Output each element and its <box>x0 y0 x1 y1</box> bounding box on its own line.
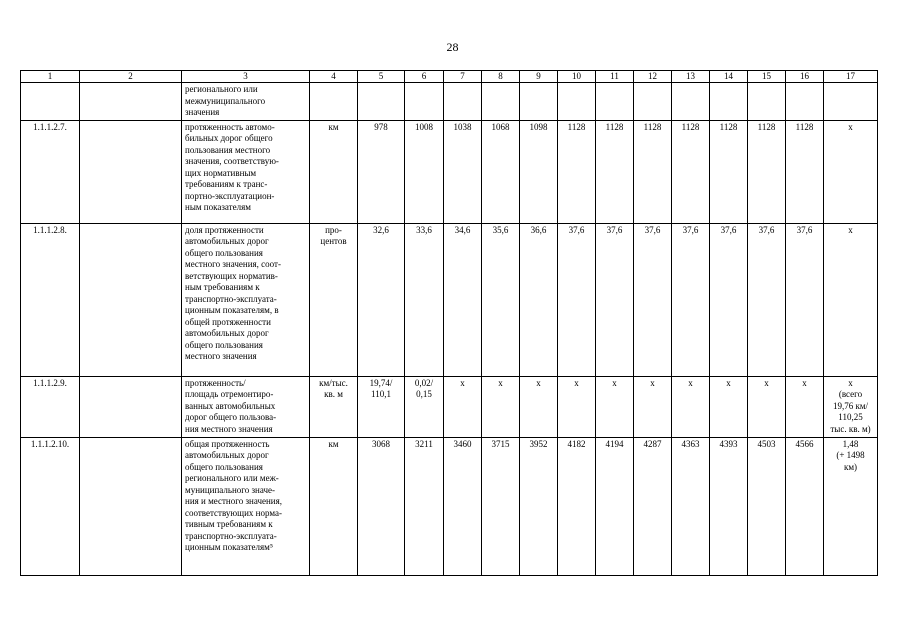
row-value: 1038 <box>444 120 482 223</box>
row-value: 1128 <box>596 120 634 223</box>
table-row <box>21 83 878 121</box>
row-code: 1.1.1.2.9. <box>21 376 80 437</box>
header-cell: 16 <box>786 71 824 83</box>
row-value: 1128 <box>748 120 786 223</box>
row-value <box>634 83 672 121</box>
row-value: х <box>748 376 786 437</box>
row-value: 4363 <box>672 437 710 575</box>
row-value: 4566 <box>786 437 824 575</box>
row-value <box>520 83 558 121</box>
header-cell: 2 <box>80 71 182 83</box>
row-value: 4194 <box>596 437 634 575</box>
header-cell: 4 <box>310 71 358 83</box>
row-value: 37,6 <box>634 223 672 376</box>
row-value: 32,6 <box>358 223 405 376</box>
row-value: 1128 <box>672 120 710 223</box>
row-value <box>358 83 405 121</box>
row-value: 36,6 <box>520 223 558 376</box>
indicator-table <box>20 70 878 576</box>
row-value <box>748 83 786 121</box>
row-value <box>786 83 824 121</box>
row-unit: км <box>310 437 358 575</box>
row-code <box>21 83 80 121</box>
row-value: 37,6 <box>596 223 634 376</box>
row-value: 37,6 <box>748 223 786 376</box>
row-col17: х <box>824 223 878 376</box>
row-value <box>444 83 482 121</box>
row-value: 37,6 <box>672 223 710 376</box>
row-value: 978 <box>358 120 405 223</box>
row-value: 3952 <box>520 437 558 575</box>
row-col17: 1,48 (+ 1498 км) <box>824 437 878 575</box>
row-unit <box>310 83 358 121</box>
row-col17: х (всего 19,76 км/ 110,25 тыс. кв. м) <box>824 376 878 437</box>
page-number: 28 <box>446 40 459 54</box>
row-indicator-name: протяженность автомо- бильных дорог общего пользования местного значения, соответствую- щих нормативным требованиям к транс- портно-эксплуатацион- ным показателям <box>182 120 310 223</box>
header-cell: 5 <box>358 71 405 83</box>
row-value: 0,02/ 0,15 <box>405 376 444 437</box>
header-cell: 1 <box>21 71 80 83</box>
row-value: х <box>520 376 558 437</box>
row-code: 1.1.1.2.8. <box>21 223 80 376</box>
header-cell: 11 <box>596 71 634 83</box>
row-value: 1128 <box>710 120 748 223</box>
row-value: 4182 <box>558 437 596 575</box>
row-col2 <box>80 223 182 376</box>
row-value: 3211 <box>405 437 444 575</box>
row-value: 1128 <box>558 120 596 223</box>
row-unit: км <box>310 120 358 223</box>
row-code: 1.1.1.2.7. <box>21 120 80 223</box>
row-value <box>482 83 520 121</box>
header-cell: 10 <box>558 71 596 83</box>
row-value <box>558 83 596 121</box>
header-cell: 12 <box>634 71 672 83</box>
row-col2 <box>80 376 182 437</box>
header-cell: 15 <box>748 71 786 83</box>
row-value: х <box>444 376 482 437</box>
row-value: х <box>634 376 672 437</box>
header-cell: 14 <box>710 71 748 83</box>
row-value: 34,6 <box>444 223 482 376</box>
row-value: 4503 <box>748 437 786 575</box>
row-value: 37,6 <box>710 223 748 376</box>
table-row <box>21 376 878 437</box>
row-value: 35,6 <box>482 223 520 376</box>
row-value: 1128 <box>786 120 824 223</box>
row-value: х <box>672 376 710 437</box>
row-indicator-name: протяженность/ площадь отремонтиро- ванных автомобильных дорог общего пользова- ния местного значения <box>182 376 310 437</box>
row-code: 1.1.1.2.10. <box>21 437 80 575</box>
header-cell: 6 <box>405 71 444 83</box>
row-unit: км/тыс. кв. м <box>310 376 358 437</box>
row-value: 1098 <box>520 120 558 223</box>
header-cell: 8 <box>482 71 520 83</box>
row-value: 1068 <box>482 120 520 223</box>
header-row <box>21 71 878 83</box>
row-value: 3068 <box>358 437 405 575</box>
row-value <box>710 83 748 121</box>
row-indicator-name: регионального или межмуниципального значения <box>182 83 310 121</box>
header-cell: 17 <box>824 71 878 83</box>
row-value: 3460 <box>444 437 482 575</box>
row-col17 <box>824 83 878 121</box>
table-row <box>21 437 878 575</box>
header-cell: 3 <box>182 71 310 83</box>
row-value <box>405 83 444 121</box>
row-indicator-name: общая протяженность автомобильных дорог общего пользования регионального или меж- муниципального значе- ния и местного значения, соответствующих норма- тивным требованиям к транспортно-эксплуата- ционным показателям⁵ <box>182 437 310 575</box>
header-cell: 9 <box>520 71 558 83</box>
header-cell: 13 <box>672 71 710 83</box>
row-value: 37,6 <box>558 223 596 376</box>
row-value: х <box>786 376 824 437</box>
row-col17: х <box>824 120 878 223</box>
row-value: 33,6 <box>405 223 444 376</box>
table-row <box>21 120 878 223</box>
table-row <box>21 223 878 376</box>
row-value: 37,6 <box>786 223 824 376</box>
row-unit: про- центов <box>310 223 358 376</box>
row-value <box>596 83 634 121</box>
row-value: 3715 <box>482 437 520 575</box>
row-value: 4393 <box>710 437 748 575</box>
row-col2 <box>80 437 182 575</box>
row-value: 1128 <box>634 120 672 223</box>
header-cell: 7 <box>444 71 482 83</box>
row-value: х <box>558 376 596 437</box>
row-col2 <box>80 83 182 121</box>
row-value: х <box>482 376 520 437</box>
row-value: 4287 <box>634 437 672 575</box>
row-col2 <box>80 120 182 223</box>
row-value: х <box>710 376 748 437</box>
row-value: 19,74/ 110,1 <box>358 376 405 437</box>
row-indicator-name: доля протяженности автомобильных дорог общего пользования местного значения, соот- ветствующих норматив- ным требованиям к транспортно-эксплуата- ционным показателям, в общей протяженности автомобильных дорог общего пользования местного значения <box>182 223 310 376</box>
row-value: 1008 <box>405 120 444 223</box>
row-value <box>672 83 710 121</box>
row-value: х <box>596 376 634 437</box>
